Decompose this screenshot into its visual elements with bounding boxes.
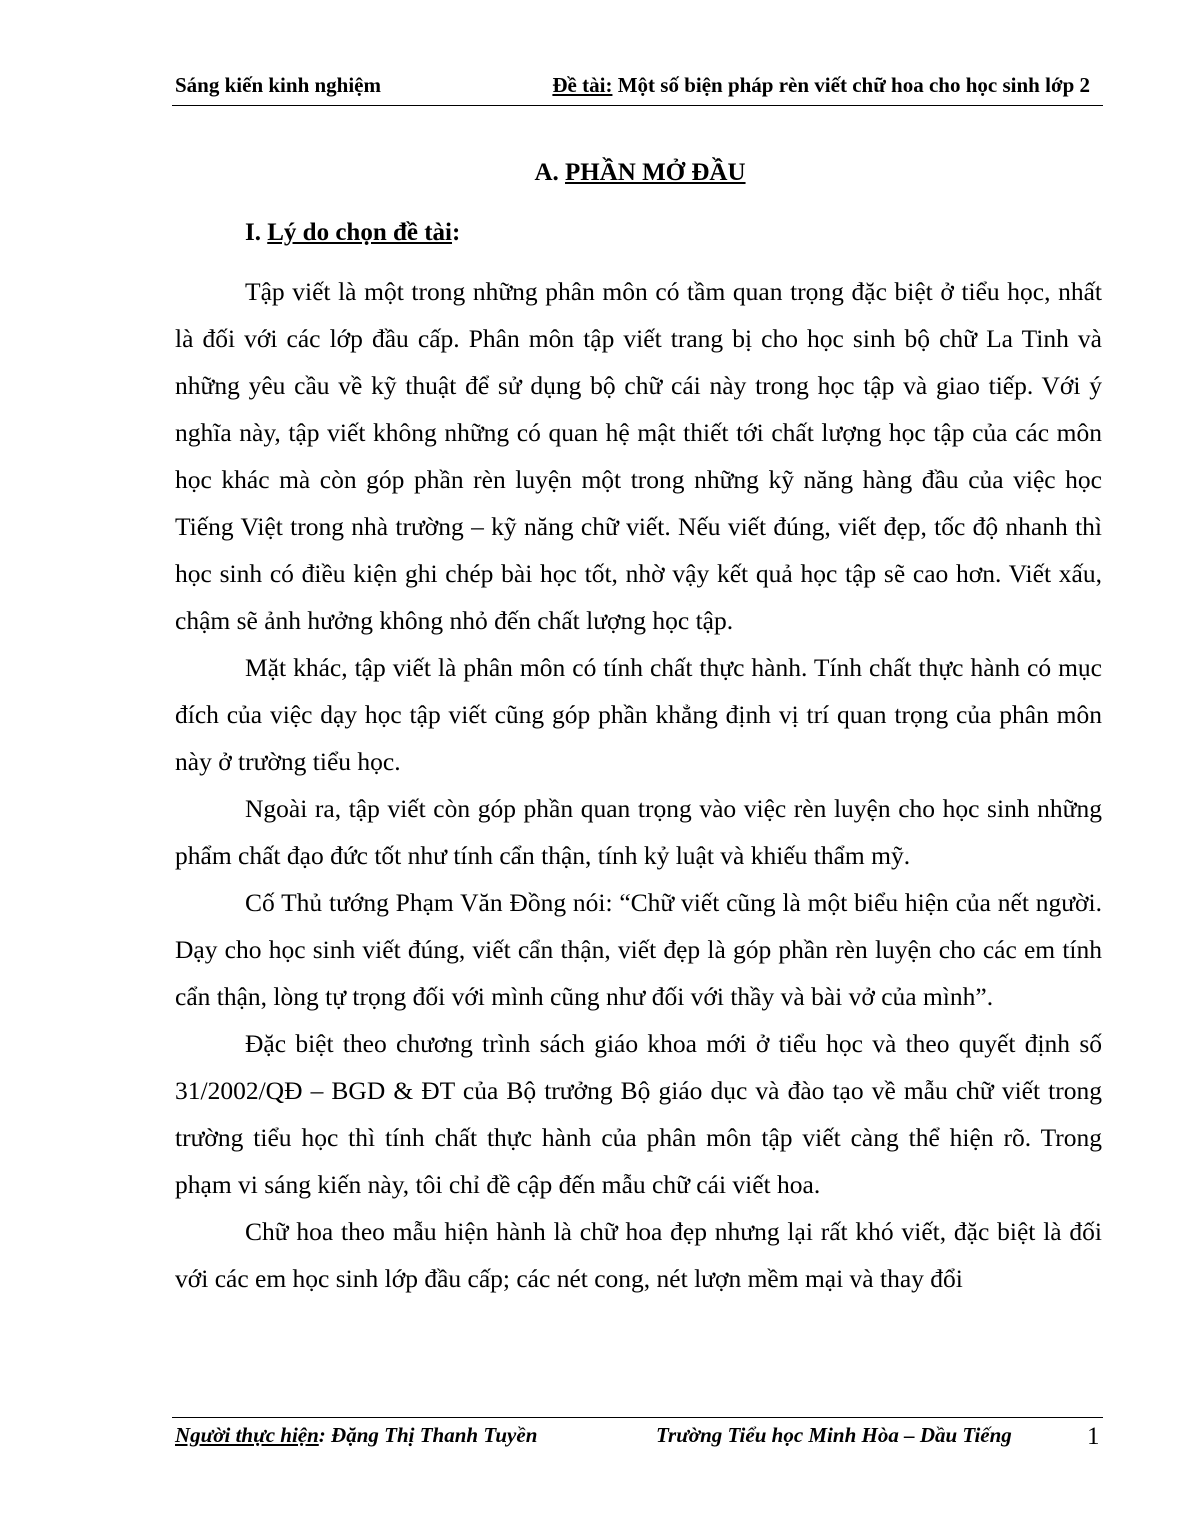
subsection-prefix: I. xyxy=(245,219,268,246)
paragraph: Tập viết là một trong những phân môn có tầm quan trọng đặc biệt ở tiểu học, nhất là đối với các lớp đầu cấp. Phân môn tập viết trang bị cho học sinh bộ chữ La Tinh và những yêu cầu về kỹ thuật để sử dụng bộ chữ cái này trong học tập và giao tiếp. Với ý nghĩa này, tập viết không những có quan hệ mật thiết tới chất lượng học tập của các môn học khác mà còn góp phần rèn luyện một trong những kỹ năng hàng đầu của việc học Tiếng Việt trong nhà trường – kỹ năng chữ viết. Nếu viết đúng, viết đẹp, tốc độ nhanh thì học sinh có điều kiện ghi chép bài học tốt, nhờ vậy kết quả học tập sẽ cao hơn. Viết xấu, chậm sẽ ảnh hưởng không nhỏ đến chất lượng học tập. xyxy=(175,277,1102,635)
paragraph: Mặt khác, tập viết là phân môn có tính chất thực hành. Tính chất thực hành có mục đích của việc dạy học tập viết cũng góp phần khẳng định vị trí quan trọng của phân môn này ở trường tiểu học. xyxy=(175,653,1102,776)
paragraph: Cố Thủ tướng Phạm Văn Đồng nói: “Chữ viết cũng là một biểu hiện của nết người. Dạy cho học sinh viết đúng, viết cẩn thận, viết đẹp là góp phần rèn luyện cho các em tính cẩn thận, lòng tự trọng đối với mình cũng như đối với thầy và bài vở của mình”. xyxy=(175,888,1102,1011)
header-topic xyxy=(552,70,1090,100)
subsection-title xyxy=(245,216,460,250)
page-number: 1 xyxy=(1087,1423,1100,1450)
header-topic-text: Một số biện pháp rèn viết chữ hoa cho học sinh lớp 2 xyxy=(612,73,1090,97)
header-topic-label: Đề tài: xyxy=(552,73,613,97)
section-title xyxy=(0,156,1190,190)
paragraph: Ngoài ra, tập viết còn góp phần quan trọng vào việc rèn luyện cho học sinh những phẩm chất đạo đức tốt như tính cẩn thận, tính kỷ luật và khiếu thẩm mỹ. xyxy=(175,794,1102,870)
page-footer xyxy=(175,1420,1115,1450)
header-left-text: Sáng kiến kinh nghiệm xyxy=(175,73,382,97)
paragraph: Chữ hoa theo mẫu hiện hành là chữ hoa đẹp nhưng lại rất khó viết, đặc biệt là đối với các em học sinh lớp đầu cấp; các nét cong, nét lượn mềm mại và thay đổi xyxy=(175,1217,1102,1293)
section-prefix: A. xyxy=(534,159,566,186)
paragraph: Đặc biệt theo chương trình sách giáo khoa mới ở tiểu học và theo quyết định số 31/2002/QĐ – BGD & ĐT của Bộ trưởng Bộ giáo dục và đào tạo về mẫu chữ viết trong trường tiểu học thì tính chất thực hành của phân môn tập viết càng thể hiện rõ. Trong phạm vi sáng kiến này, tôi chỉ đề cập đến mẫu chữ cái viết hoa. xyxy=(175,1029,1102,1199)
page-header xyxy=(175,70,1103,100)
footer-author-sep: : xyxy=(318,1423,332,1447)
footer-author xyxy=(175,1420,537,1450)
section-title-text: PHẦN MỞ ĐẦU xyxy=(565,159,746,186)
body-text xyxy=(175,268,1102,1302)
footer-author-label: Người thực hiện xyxy=(175,1423,319,1447)
footer-author-name: Đặng Thị Thanh Tuyền xyxy=(331,1423,538,1447)
subsection-title-text: Lý do chọn đề tài xyxy=(267,219,452,246)
footer-divider xyxy=(172,1417,1103,1418)
header-divider xyxy=(172,105,1103,106)
footer-school: Trường Tiểu học Minh Hòa – Dầu Tiếng xyxy=(656,1423,1012,1447)
subsection-suffix: : xyxy=(452,219,461,246)
